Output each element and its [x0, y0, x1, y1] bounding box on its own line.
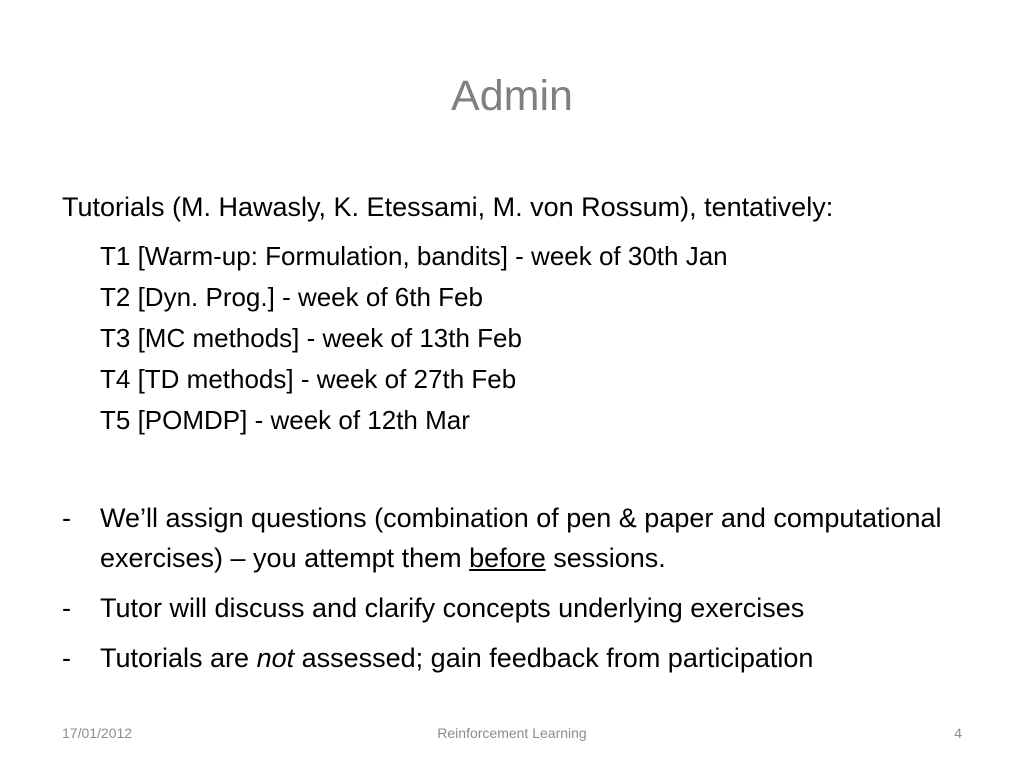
emphasis-before: before	[469, 543, 546, 573]
tutorial-item-t5: T5 [POMDP] - week of 12th Mar	[100, 405, 470, 435]
bullet-text-start: We’ll assign questions (combination of pen & paper and computational exercises) – you attempt them	[100, 503, 942, 573]
bullet-text-end: assessed; gain feedback from participation	[294, 643, 814, 673]
footer-page-number: 4	[954, 725, 962, 741]
tutorial-list	[100, 236, 728, 441]
tutorial-item-t4: T4 [TD methods] - week of 27th Feb	[100, 364, 517, 394]
bullet-text: Tutor will discuss and clarify concepts underlying exercises	[100, 593, 805, 623]
bullet-marker: -	[62, 643, 71, 673]
tutorial-item-t3: T3 [MC methods] - week of 13th Feb	[100, 323, 522, 353]
footer-date: 17/01/2012	[62, 725, 133, 741]
tutorial-item-t1: T1 [Warm-up: Formulation, bandits] - week of 30th Jan	[100, 241, 728, 271]
bullet-tutor-discuss	[62, 588, 982, 628]
bullet-text-start: Tutorials are	[100, 643, 257, 673]
bullet-not-assessed	[62, 638, 982, 678]
tutorials-intro: Tutorials (M. Hawasly, K. Etessami, M. von Rossum), tentatively:	[62, 192, 834, 222]
bullet-text-end: sessions.	[545, 543, 666, 573]
tutorial-item-t2: T2 [Dyn. Prog.] - week of 6th Feb	[100, 282, 483, 312]
bullet-list	[62, 498, 982, 688]
bullet-marker: -	[62, 593, 71, 623]
bullet-marker: -	[62, 503, 71, 533]
emphasis-not: not	[256, 643, 295, 673]
bullet-assign-questions	[62, 498, 982, 578]
slide-title: Admin	[451, 72, 573, 120]
footer-course-title: Reinforcement Learning	[437, 725, 587, 741]
